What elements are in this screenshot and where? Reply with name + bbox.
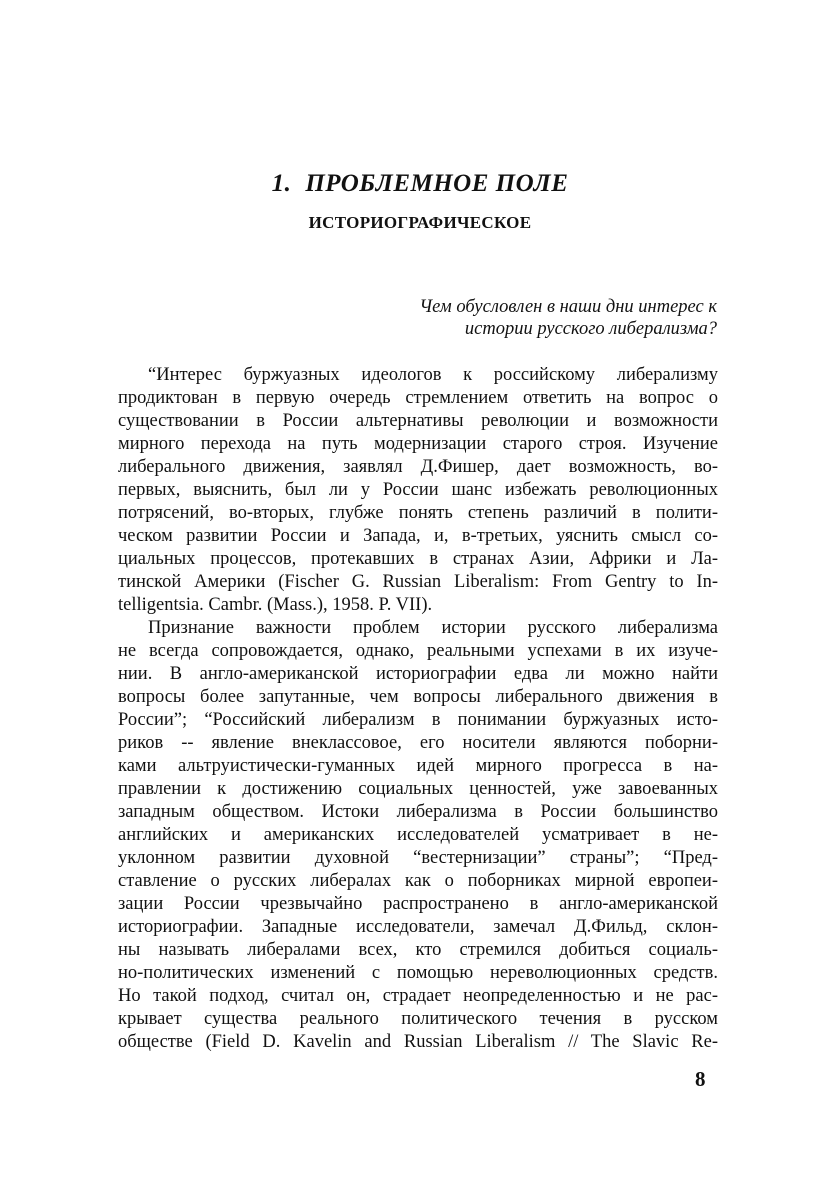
- body-text: [118, 364, 718, 1054]
- text-line: правлении к достижению социальных ценностей, уже завоеванных: [118, 779, 718, 799]
- text-line: зации России чрезвычайно распространено в англо-американской: [118, 894, 718, 914]
- epigraph-line: Чем обусловлен в наши дни интерес к: [419, 297, 717, 317]
- text-line: мирного перехода на путь модернизации старого строя. Изучение: [118, 434, 718, 454]
- text-line: “Интерес буржуазных идеологов к российскому либерализму: [148, 365, 718, 385]
- text-line: telligentsia. Cambr. (Mass.), 1958. P. VII).: [118, 595, 433, 615]
- text-line: уклонном развитии духовной “вестернизации” страны”; “Пред-: [118, 848, 718, 868]
- chapter-title-text: ПРОБЛЕМНОЕ ПОЛЕ: [305, 170, 569, 197]
- text-line: первых, выяснить, был ли у России шанс избежать революционных: [118, 480, 718, 500]
- text-line: не всегда сопровождается, однако, реальными успехами в их изуче-: [118, 641, 718, 661]
- text-line: но-политических изменений с помощью нереволюционных средств.: [118, 963, 718, 983]
- text-line: Но такой подход, считал он, страдает неопределенностью и не рас-: [118, 986, 718, 1006]
- text-line: Признание важности проблем истории русского либерализма: [148, 618, 718, 638]
- text-line: либерального движения, заявлял Д.Фишер, дает возможность, во-: [118, 457, 718, 477]
- paragraph: [118, 364, 718, 617]
- text-line: тинской Америки (Fischer G. Russian Liberalism: From Gentry to In-: [118, 572, 718, 592]
- text-line: ставление о русских либералах как о поборниках мирной европеи-: [118, 871, 718, 891]
- epigraph-line: истории русского либерализма?: [464, 319, 717, 339]
- text-line: существовании в России альтернативы революции и возможности: [118, 411, 718, 431]
- text-line: вопросы более запутанные, чем вопросы либерального движения в: [118, 687, 718, 707]
- text-line: риков -- явление внеклассовое, его носители являются поборни-: [118, 733, 718, 753]
- text-line: нии. В англо-американской историографии едва ли можно найти: [118, 664, 718, 684]
- paragraph: [118, 617, 718, 1054]
- epigraph: [300, 296, 717, 340]
- chapter-number: 1.: [271, 170, 292, 197]
- chapter-title: [0, 170, 840, 198]
- text-line: России”; “Российский либерализм в понимании буржуазных исто-: [118, 710, 718, 730]
- text-line: потрясений, во-вторых, глубже понять степень различий в полити-: [118, 503, 718, 523]
- text-line: английских и американских исследователей усматривает в не-: [118, 825, 718, 845]
- text-line: ками альтруистически-гуманных идей мирного прогресса в на-: [118, 756, 718, 776]
- text-line: продиктован в первую очередь стремлением ответить на вопрос о: [118, 388, 718, 408]
- text-line: ческом развитии России и Запада, и, в-третьих, уяснить смысл со-: [118, 526, 718, 546]
- text-line: ны называть либералами всех, кто стремился добиться социаль-: [118, 940, 718, 960]
- text-line: крывает существа реального политического течения в русском: [118, 1009, 718, 1029]
- chapter-subtitle: ИСТОРИОГРАФИЧЕСКОЕ: [308, 213, 532, 232]
- text-line: историографии. Западные исследователи, замечал Д.Фильд, склон-: [118, 917, 718, 937]
- text-line: западным обществом. Истоки либерализма в России большинство: [118, 802, 718, 822]
- page-number: 8: [695, 1067, 706, 1091]
- text-line: циальных процессов, протекавших в странах Азии, Африки и Ла-: [118, 549, 718, 569]
- text-line: обществе (Field D. Kavelin and Russian Liberalism // The Slavic Re-: [118, 1032, 718, 1052]
